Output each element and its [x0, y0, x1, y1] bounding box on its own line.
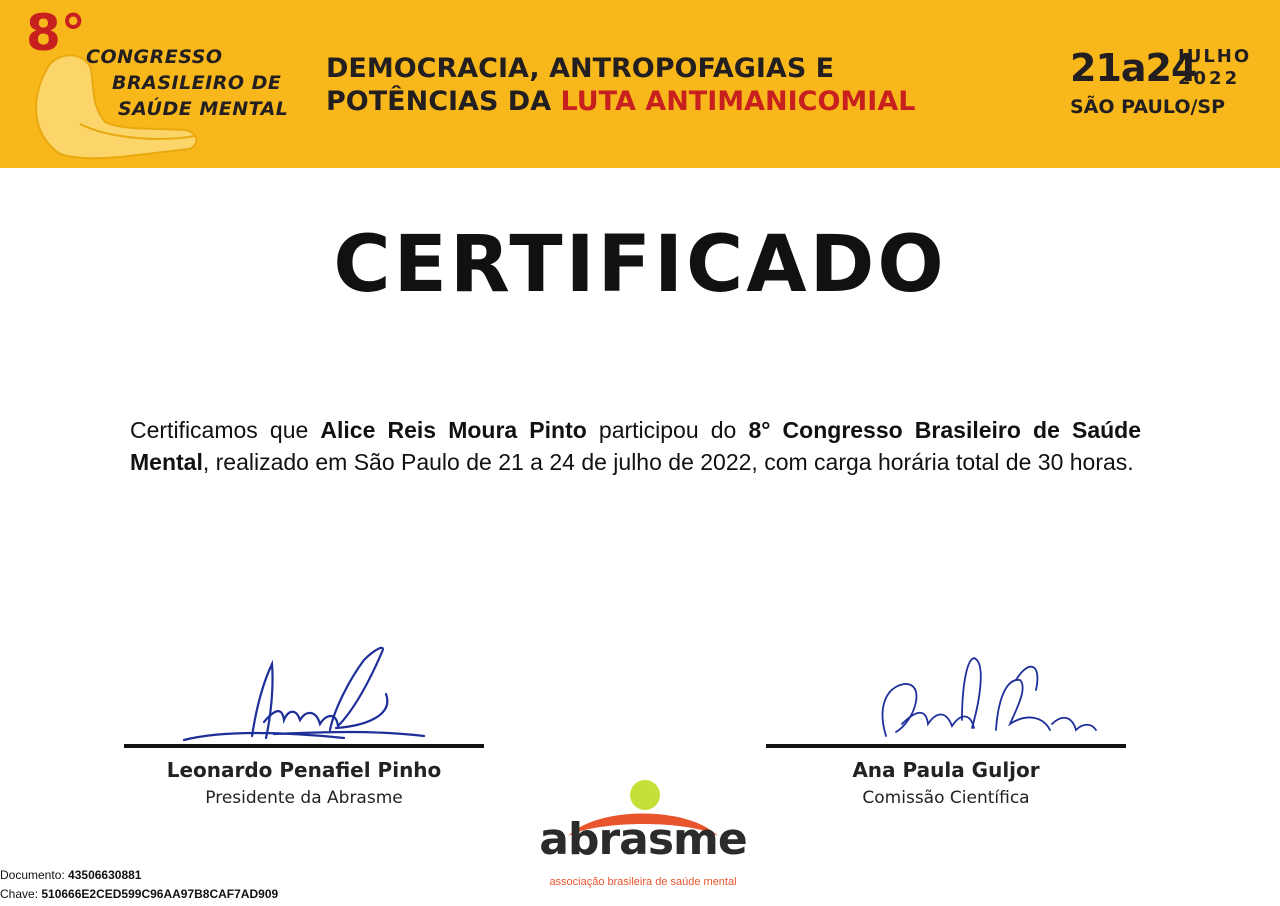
event-month: JULHO	[1178, 46, 1252, 67]
document-number: 43506630881	[68, 868, 142, 882]
signatory-name-president: Leonardo Penafiel Pinho	[166, 758, 442, 782]
signature-line-president	[124, 744, 484, 748]
certificate-title-first-letter: C	[333, 220, 394, 310]
document-key: 510666E2CED599C96AA97B8CAF7AD909	[41, 887, 279, 901]
document-number-label: Documento:	[0, 868, 69, 882]
event-year: 2022	[1178, 68, 1241, 89]
abrasme-logo	[528, 778, 758, 896]
signatory-name-committee: Ana Paula Guljor	[852, 758, 1040, 782]
signature-committee-scribble	[766, 640, 1126, 744]
signatory-role-committee: Comissão Científica	[862, 788, 1030, 808]
certificate-statement	[130, 414, 1141, 478]
congress-logo-line-3: SAÚDE MENTAL	[118, 98, 289, 120]
signatory-role-president: Presidente da Abrasme	[205, 788, 403, 808]
congress-logo-number: 8°	[26, 4, 86, 62]
signature-block-committee	[766, 640, 1126, 808]
certificate-title	[0, 220, 1280, 320]
event-banner	[0, 0, 1280, 168]
congress-logo-line-2: BRASILEIRO DE	[112, 72, 282, 94]
event-date-range: 21a24	[1070, 46, 1197, 90]
participant-name: Alice Reis Moura Pinto	[320, 417, 587, 443]
document-number-row	[0, 866, 278, 885]
event-city: SÃO PAULO/SP	[1070, 96, 1226, 118]
event-theme	[326, 52, 915, 118]
signature-president-scribble	[124, 640, 484, 744]
event-dates	[1070, 44, 1260, 124]
event-theme-line-1: DEMOCRACIA, ANTROPOFAGIAS E	[326, 53, 835, 84]
certificate-title-middle: ERTIFICAD	[393, 220, 878, 310]
abrasme-tagline: associação brasileira de saúde mental	[549, 876, 737, 888]
event-theme-line-2-prefix: POTÊNCIAS DA	[326, 86, 561, 117]
statement-rest: , realizado em São Paulo de 21 a 24 de julho de 2022, com carga horária total de 30 horas.	[202, 449, 1134, 475]
document-key-label: Chave:	[0, 887, 42, 901]
document-verification	[0, 866, 278, 904]
statement-intro: Certificamos que	[130, 417, 321, 443]
signature-line-committee	[766, 744, 1126, 748]
event-name: 8° Congresso Brasileiro de Saúde Mental	[130, 417, 1141, 475]
document-key-row	[0, 885, 278, 904]
congress-logo-line-1: CONGRESSO	[86, 46, 223, 68]
statement-mid: participou do	[586, 417, 749, 443]
abrasme-wordmark: abrasme	[539, 814, 747, 865]
event-theme-line-2	[326, 85, 915, 118]
event-theme-accent: LUTA ANTIMANICOMIAL	[560, 86, 916, 117]
certificate-title-last-letter: O	[877, 220, 947, 310]
signature-block-president	[124, 640, 484, 808]
